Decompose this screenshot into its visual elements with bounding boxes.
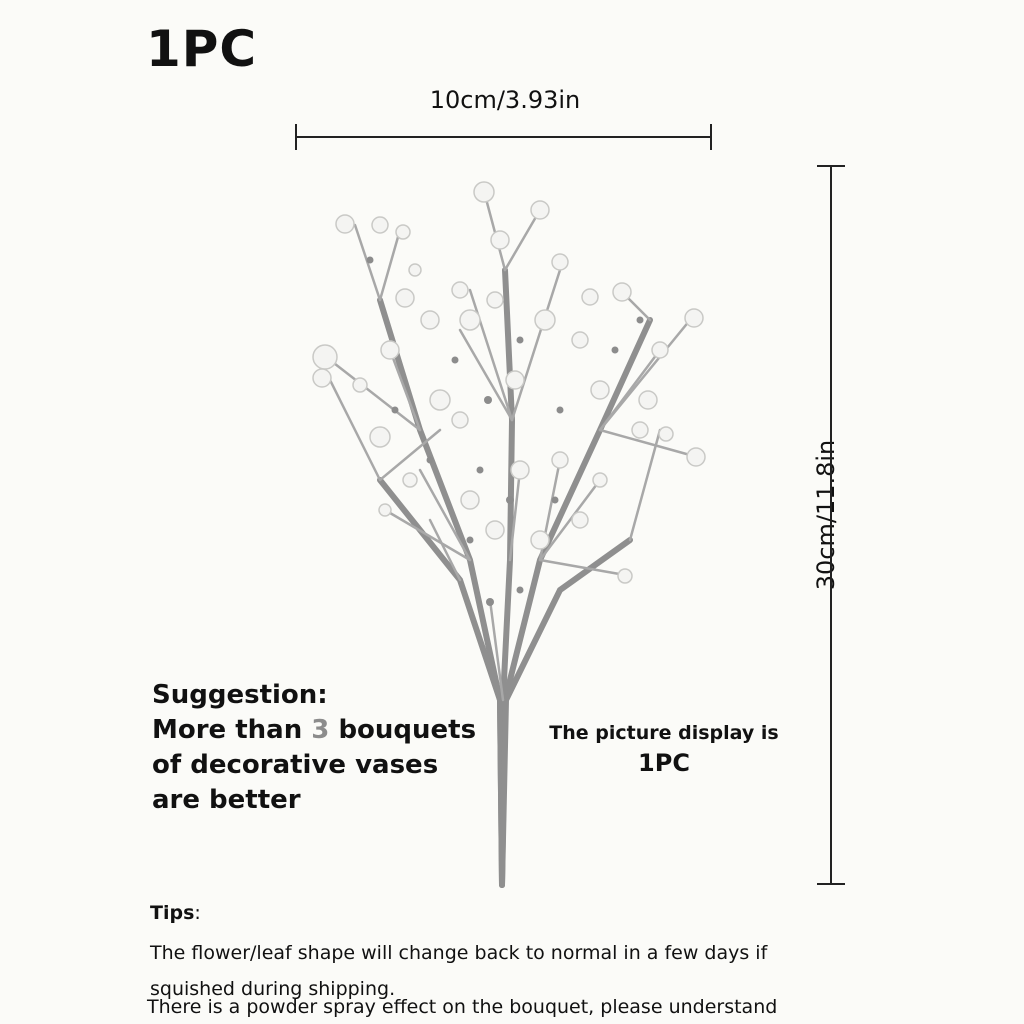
- tips-heading: Tips:: [150, 902, 201, 924]
- width-dimension-line: [296, 124, 711, 150]
- suggestion-line-4: are better: [152, 785, 301, 815]
- suggestion-title: Suggestion:: [152, 680, 328, 710]
- tip-text-1: The flower/leaf shape will change back to normal in a few days if squished during shipping.: [150, 942, 768, 1000]
- tip-text-2: There is a powder spray effect on the bouquet, please understand: [147, 996, 778, 1018]
- quantity-title: 1PC: [146, 20, 258, 78]
- display-note-quantity: 1PC: [638, 749, 690, 777]
- display-note: [548, 718, 780, 778]
- suggestion-count: 3: [311, 715, 330, 745]
- height-dimension-line: [817, 166, 845, 884]
- width-dimension-label: 10cm/3.93in: [429, 86, 581, 114]
- display-note-line-1: The picture display is: [549, 722, 779, 744]
- height-dimension-label: 30cm/11.8in: [812, 439, 840, 591]
- suggestion-line-3: of decorative vases: [152, 750, 439, 780]
- suggestion-line-2: More than 3 bouquets: [152, 715, 477, 745]
- suggestion-block: [152, 678, 476, 818]
